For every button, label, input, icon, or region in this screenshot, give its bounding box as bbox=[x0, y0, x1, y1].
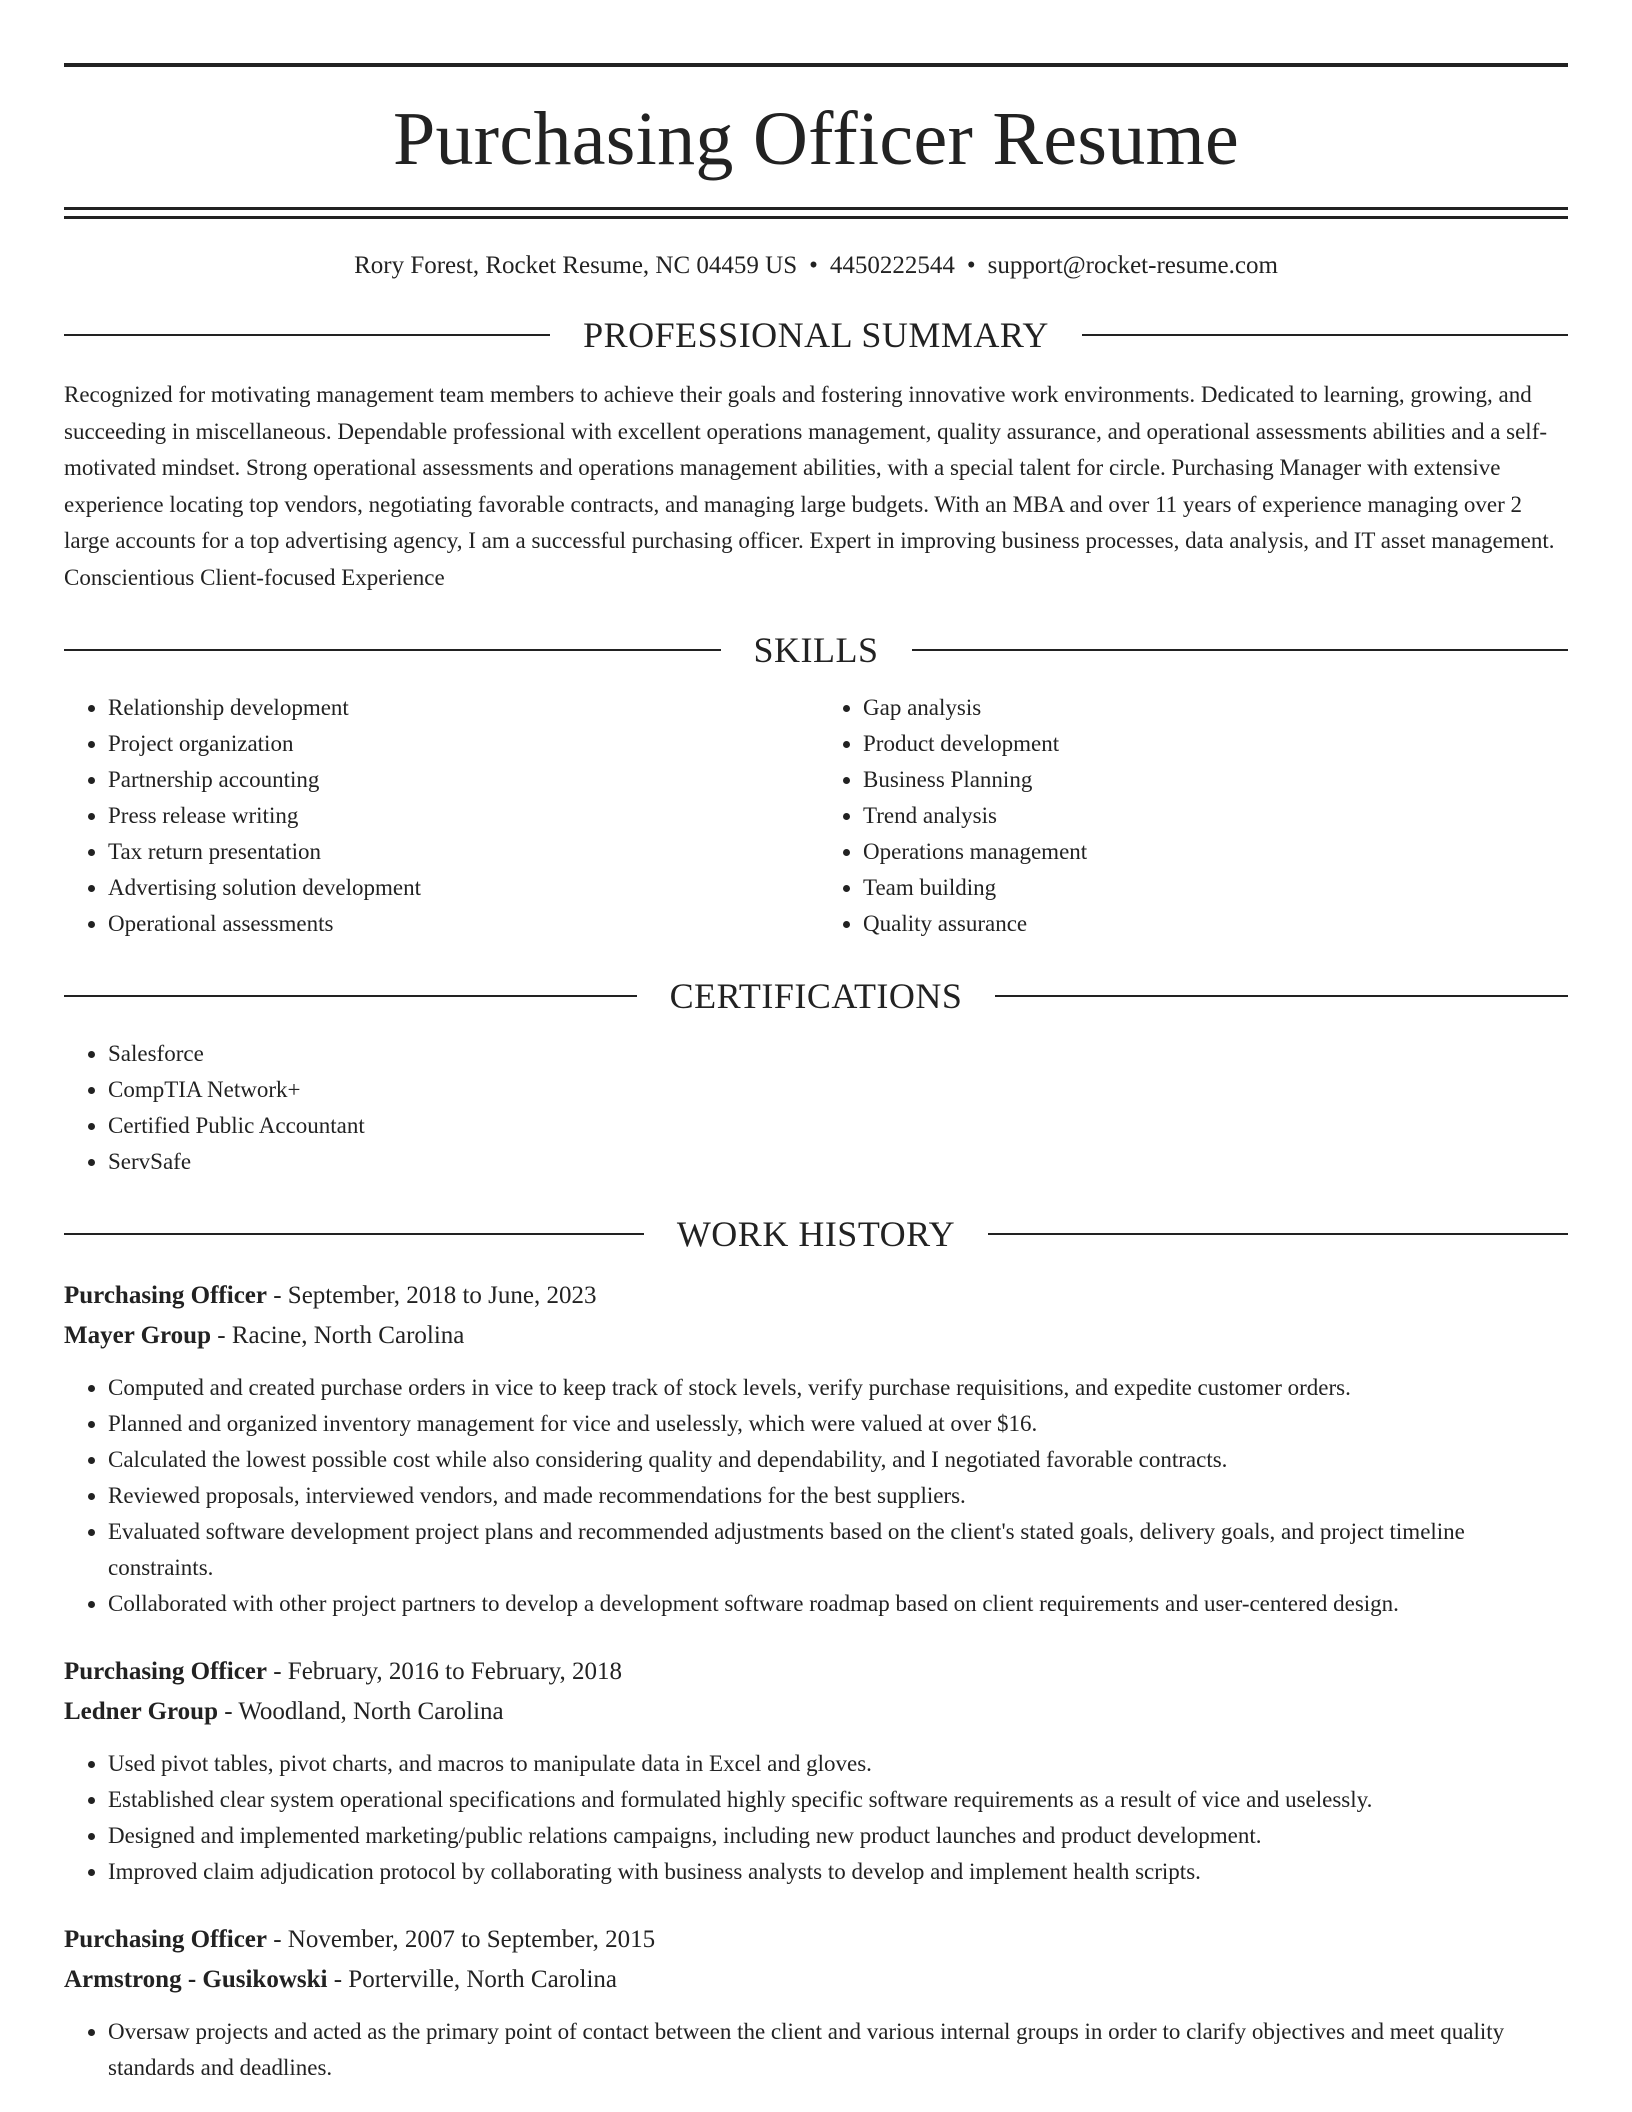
certifications-section-header bbox=[64, 978, 1568, 1014]
certification-item: • Salesforce bbox=[108, 1036, 1568, 1072]
job-bullet: • Designed and implemented marketing/public relations campaigns, including new product launches and product development. bbox=[108, 1818, 1568, 1854]
summary-text: Recognized for motivating management team members to achieve their goals and fostering innovative work environments. Dedicated to learning, growing, and succeeding in miscellaneous. Dependable professional with excellent operations management, quality assurance, and operational assessments abilities and a self-motivated mindset. Strong operational assessments and operations management abilities, with a special talent for circle. Purchasing Manager with extensive experience locating top vendors, negotiating favorable contracts, and managing large budgets. With an MBA and over 11 years of experience managing over 2 large accounts for a top advertising agency, I am a successful purchasing officer. Expert in improving business processes, data analysis, and IT asset management. Conscientious Client-focused Experience bbox=[64, 382, 1555, 590]
job-bullet: • Computed and created purchase orders in vice to keep track of stock levels, verify purchase requisitions, and expedite customer orders. bbox=[108, 1370, 1568, 1406]
job-location: - Racine, North Carolina bbox=[211, 1322, 465, 1349]
skill-item: • Relationship development bbox=[108, 690, 813, 726]
job-bullet: • Calculated the lowest possible cost while also considering quality and dependability, and I negotiated favorable contracts. bbox=[108, 1442, 1568, 1478]
job-location: - Woodland, North Carolina bbox=[217, 1698, 504, 1725]
divider-line bbox=[64, 649, 721, 651]
divider-line bbox=[64, 995, 637, 997]
skill-item: • Product development bbox=[863, 726, 1568, 762]
job-dates: - September, 2018 to June, 2023 bbox=[266, 1282, 597, 1309]
skill-item: • Team building bbox=[863, 870, 1568, 906]
job-role: Purchasing Officer bbox=[64, 1926, 267, 1953]
summary-heading: PROFESSIONAL SUMMARY bbox=[583, 315, 1049, 355]
title-double-rule bbox=[64, 207, 1568, 219]
contact-line bbox=[64, 251, 1568, 281]
skill-item: • Project organization bbox=[108, 726, 813, 762]
job-bullet: • Reviewed proposals, interviewed vendors, and made recommendations for the best suppliers. bbox=[108, 1478, 1568, 1514]
work-section-header bbox=[64, 1216, 1568, 1252]
job-company-line bbox=[64, 1960, 1568, 2000]
skills-list bbox=[64, 690, 1568, 942]
job-entry bbox=[64, 1276, 1568, 1622]
divider-line bbox=[1082, 334, 1568, 336]
skill-item: • Tax return presentation bbox=[108, 834, 813, 870]
job-entry bbox=[64, 1920, 1568, 2086]
skill-item: • Operations management bbox=[863, 834, 1568, 870]
skill-item: • Gap analysis bbox=[863, 690, 1568, 726]
skill-item: • Trend analysis bbox=[863, 798, 1568, 834]
skills-heading: SKILLS bbox=[753, 630, 879, 670]
contact-separator: • bbox=[966, 252, 976, 279]
job-bullet: • Evaluated software development project plans and recommended adjustments based on the client's stated goals, delivery goals, and project timeline constraints. bbox=[108, 1514, 1568, 1586]
job-company: Ledner Group bbox=[64, 1698, 218, 1725]
contact-separator: • bbox=[809, 252, 818, 279]
skill-item: • Business Planning bbox=[863, 762, 1568, 798]
job-location: - Porterville, North Carolina bbox=[327, 1966, 617, 1993]
contact-email: support@rocket-resume.com bbox=[987, 252, 1278, 279]
contact-address: Rory Forest, Rocket Resume, NC 04459 US bbox=[354, 252, 798, 279]
skill-item: • Partnership accounting bbox=[108, 762, 813, 798]
skills-column-left bbox=[64, 690, 813, 942]
certifications-list bbox=[64, 1036, 1568, 1180]
job-title-line bbox=[64, 1652, 1568, 1692]
job-role: Purchasing Officer bbox=[64, 1282, 267, 1309]
divider-line bbox=[64, 1233, 644, 1235]
job-bullets bbox=[64, 1370, 1568, 1622]
divider-line bbox=[988, 1233, 1568, 1235]
job-title-line bbox=[64, 1276, 1568, 1316]
work-heading: WORK HISTORY bbox=[676, 1214, 956, 1254]
divider-line bbox=[912, 649, 1569, 651]
job-bullet: • Improved claim adjudication protocol by collaborating with business analysts to develop and implement health scripts. bbox=[108, 1854, 1568, 1890]
skills-section-header bbox=[64, 632, 1568, 668]
skill-item: • Advertising solution development bbox=[108, 870, 813, 906]
job-dates: - November, 2007 to September, 2015 bbox=[266, 1926, 656, 1953]
job-bullet: • Used pivot tables, pivot charts, and macros to manipulate data in Excel and gloves. bbox=[108, 1746, 1568, 1782]
skill-item: • Press release writing bbox=[108, 798, 813, 834]
job-bullet: • Collaborated with other project partners to develop a development software roadmap based on client requirements and user-centered design. bbox=[108, 1586, 1568, 1622]
job-role: Purchasing Officer bbox=[64, 1658, 267, 1685]
job-company-line bbox=[64, 1692, 1568, 1732]
job-entry bbox=[64, 1652, 1568, 1890]
certification-item: • CompTIA Network+ bbox=[108, 1072, 1568, 1108]
job-title-line bbox=[64, 1920, 1568, 1960]
job-bullets bbox=[64, 2014, 1568, 2086]
certifications-heading: CERTIFICATIONS bbox=[669, 976, 963, 1016]
skill-item: • Quality assurance bbox=[863, 906, 1568, 942]
contact-phone: 4450222544 bbox=[829, 252, 955, 279]
top-rule bbox=[64, 63, 1568, 67]
certification-item: • ServSafe bbox=[108, 1144, 1568, 1180]
job-dates: - February, 2016 to February, 2018 bbox=[266, 1658, 623, 1685]
certification-item: • Certified Public Accountant bbox=[108, 1108, 1568, 1144]
job-company: Armstrong - Gusikowski bbox=[64, 1966, 328, 1993]
skill-item: • Operational assessments bbox=[108, 906, 813, 942]
job-company-line bbox=[64, 1316, 1568, 1356]
skills-column-right bbox=[813, 690, 1568, 942]
divider-line bbox=[995, 995, 1568, 997]
job-bullet: • Established clear system operational specifications and formulated highly specific software requirements as a result of vice and uselessly. bbox=[108, 1782, 1568, 1818]
job-company: Mayer Group bbox=[64, 1322, 211, 1349]
job-bullet: • Planned and organized inventory management for vice and uselessly, which were valued at over $16. bbox=[108, 1406, 1568, 1442]
summary-section-header bbox=[64, 317, 1568, 353]
work-history bbox=[64, 1276, 1568, 2086]
job-bullet: • Oversaw projects and acted as the primary point of contact between the client and various internal groups in order to clarify objectives and meet quality standards and deadlines. bbox=[108, 2014, 1568, 2086]
resume-title: Purchasing Officer Resume bbox=[392, 97, 1240, 181]
job-bullets bbox=[64, 1746, 1568, 1890]
divider-line bbox=[64, 334, 550, 336]
